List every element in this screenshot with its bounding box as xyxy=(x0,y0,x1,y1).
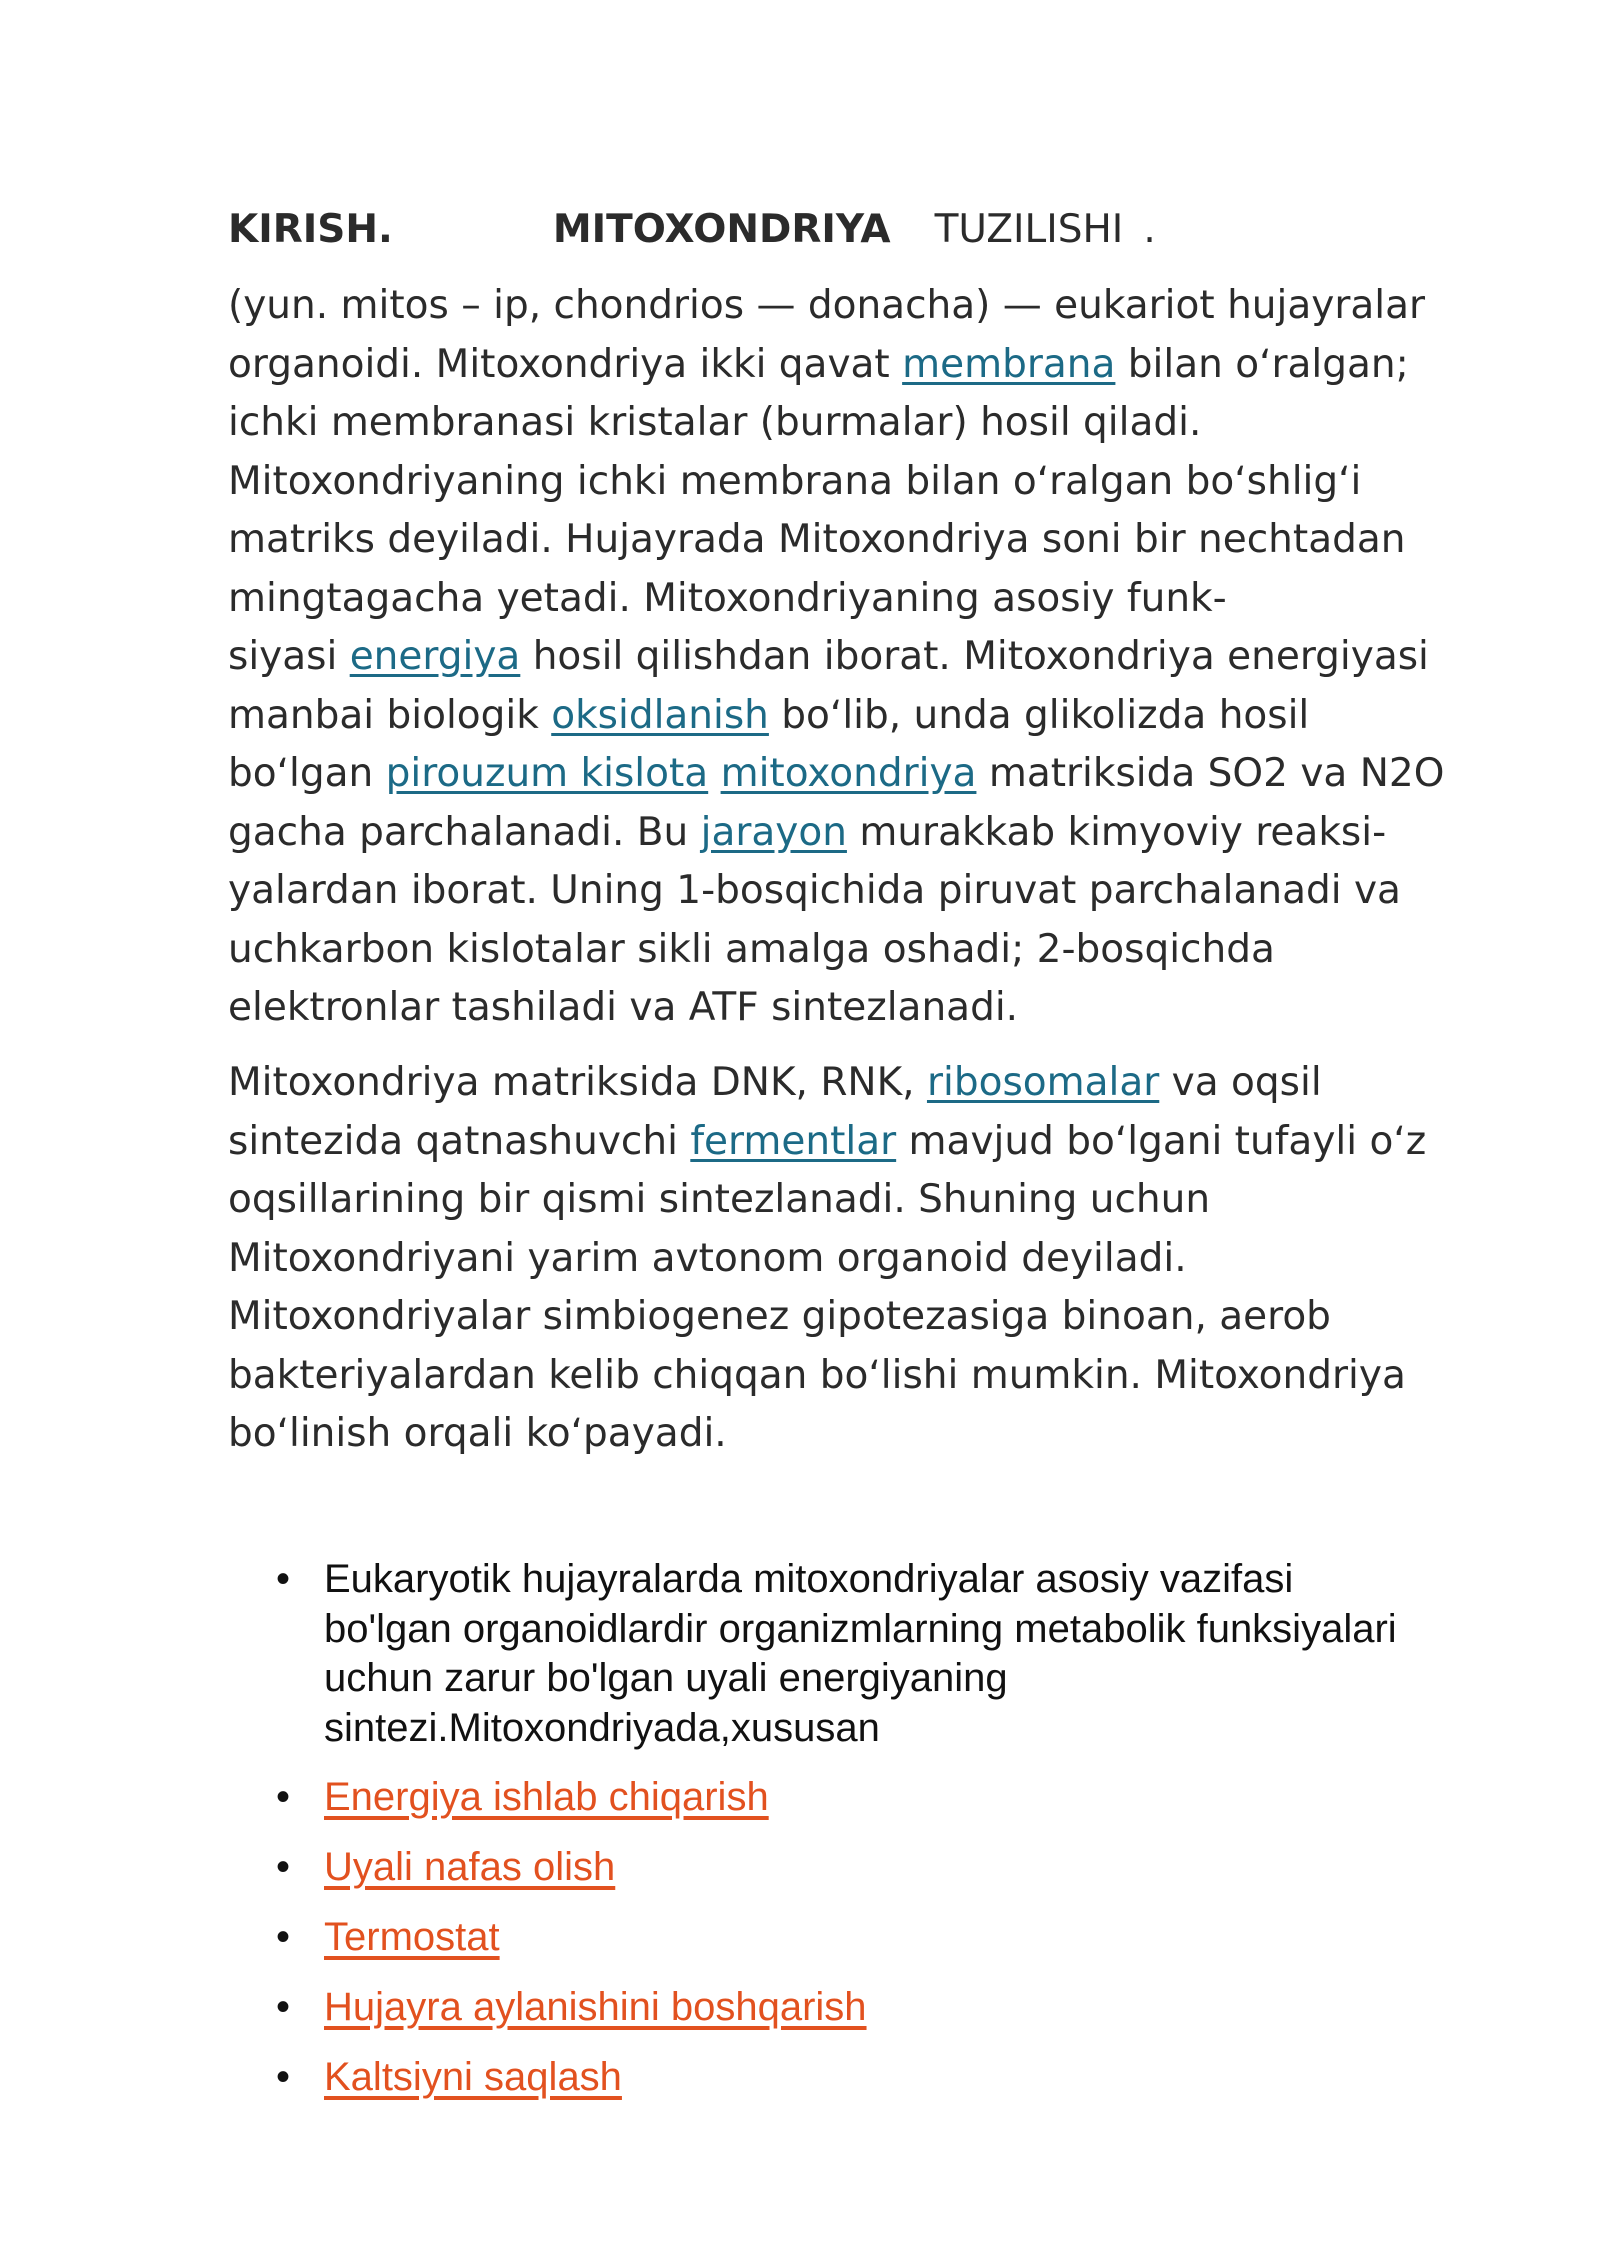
text-line: matriks deyiladi. Hujayrada Mitoxondriya soni bir nechtadan xyxy=(228,517,1406,562)
title-tuzilishi: TUZILISHI xyxy=(934,207,1124,252)
bullet-marker: • xyxy=(276,1845,291,1889)
text-span: mavjud boʻlgani tufayli oʻz xyxy=(896,1118,1427,1164)
link-energiya[interactable]: energiya xyxy=(349,634,521,679)
text-span: siyasi xyxy=(228,634,350,679)
text-line xyxy=(228,336,1518,395)
text-line: oqsillarining bir qismi sintezlanadi. Shuning uchun xyxy=(228,1177,1211,1222)
list-item xyxy=(276,1912,1536,1962)
text-span: sintezida qatnashuvchi xyxy=(228,1118,691,1164)
text-line: boʻlinish orqali koʻpayadi. xyxy=(228,1411,727,1456)
text-span: manbai biologik xyxy=(228,692,552,738)
bullet-marker: • xyxy=(276,2055,291,2099)
title-mitoxondriya: MITOXONDRIYA xyxy=(552,207,891,252)
text-line: bakteriyalardan kelib chiqqan boʻlishi mumkin. Mitoxondriya xyxy=(228,1352,1406,1398)
text-line: (yun. mitos – ip, chondrios — donacha) — eukariot hujayralar xyxy=(228,283,1426,328)
link-jarayon[interactable]: jarayon xyxy=(700,809,847,855)
bullet-marker: • xyxy=(276,1985,291,2029)
text-line xyxy=(228,687,1518,746)
bullet-marker: • xyxy=(276,1557,291,1601)
text-line: yalardan iborat. Uning 1-bosqichida piruvat parchalanadi va xyxy=(228,868,1401,913)
text-span: boʻlib, unda glikolizda hosil xyxy=(768,692,1310,738)
text-line: bo'lgan organoidlardir organizmlarning metabolik funksiyalari xyxy=(324,1606,1397,1651)
function-list xyxy=(276,1555,1536,2122)
title-kirish: KIRISH. xyxy=(228,207,393,252)
text-line: Eukaryotik hujayralarda mitoxondriyalar asosiy vazifasi xyxy=(324,1557,1294,1601)
bullet-marker: • xyxy=(276,1775,291,1819)
text-span: bilan oʻralgan; xyxy=(1115,341,1409,387)
link-fermentlar[interactable]: fermentlar xyxy=(690,1118,897,1164)
text-line xyxy=(228,745,1518,804)
list-item xyxy=(276,1842,1536,1892)
text-line: elektronlar tashiladi va ATF sintezlanadi. xyxy=(228,985,1019,1030)
text-line xyxy=(228,1113,1518,1172)
text-span: hosil qilishdan iborat. Mitoxondriya energiyasi xyxy=(520,634,1429,679)
text-span: boʻlgan xyxy=(228,751,386,796)
link-energiya-ishlab-chiqarish[interactable]: Energiya ishlab chiqarish xyxy=(324,1775,769,1819)
text-span: Mitoxondriya matriksida DNK, RNK, xyxy=(228,1060,927,1105)
link-mitoxondriya[interactable]: mitoxondriya xyxy=(720,751,977,796)
text-line: sintezi.Mitoxondriyada,xususan xyxy=(324,1705,880,1750)
link-pirouzum-kislota[interactable]: pirouzum kislota xyxy=(385,751,709,796)
text-span: va oqsil xyxy=(1159,1060,1322,1105)
bullet-marker: • xyxy=(276,1915,291,1959)
link-kaltsiyni-saqlash[interactable]: Kaltsiyni saqlash xyxy=(324,2055,622,2099)
link-membrana[interactable]: membrana xyxy=(902,341,1116,387)
text-line: Mitoxondriyaning ichki membrana bilan oʻralgan boʻshligʻi xyxy=(228,458,1362,504)
list-item xyxy=(276,1982,1536,2032)
text-line: ichki membranasi kristalar (burmalar) hosil qiladi. xyxy=(228,400,1202,445)
text-line xyxy=(228,628,1518,687)
text-line: Mitoxondriyalar simbiogenez gipotezasiga binoan, aerob xyxy=(228,1294,1331,1339)
paragraph-matrix xyxy=(228,1054,1518,1464)
link-oksidlanish[interactable]: oksidlanish xyxy=(551,692,769,738)
text-span: matriksida SO2 va N2O xyxy=(976,751,1445,796)
text-span: gacha parchalanadi. Bu xyxy=(228,809,701,855)
list-item xyxy=(276,1555,1536,1753)
text-line: Mitoxondriyani yarim avtonom organoid deyiladi. xyxy=(228,1235,1187,1281)
title-period: . xyxy=(1143,207,1156,252)
text-span: murakkab kimyoviy reaksi- xyxy=(846,809,1387,855)
paragraph-intro xyxy=(228,277,1518,1038)
link-termostat[interactable]: Termostat xyxy=(324,1915,500,1959)
link-hujayra-aylanishini-boshqarish[interactable]: Hujayra aylanishini boshqarish xyxy=(324,1985,867,2029)
text-line xyxy=(228,804,1518,863)
list-item xyxy=(276,1772,1536,1822)
page-title xyxy=(228,200,1156,260)
text-line xyxy=(228,1054,1518,1113)
link-ribosomalar[interactable]: ribosomalar xyxy=(926,1060,1160,1105)
text-line: uchkarbon kislotalar sikli amalga oshadi; 2-bosqichda xyxy=(228,926,1275,972)
list-item xyxy=(276,2052,1536,2102)
text-line: uchun zarur bo'lgan uyali energiyaning xyxy=(324,1656,1008,1700)
link-uyali-nafas-olish[interactable]: Uyali nafas olish xyxy=(324,1845,616,1889)
text-span: organoidi. Mitoxondriya ikki qavat xyxy=(228,341,903,387)
text-line: mingtagacha yetadi. Mitoxondriyaning asosiy funk- xyxy=(228,575,1227,621)
